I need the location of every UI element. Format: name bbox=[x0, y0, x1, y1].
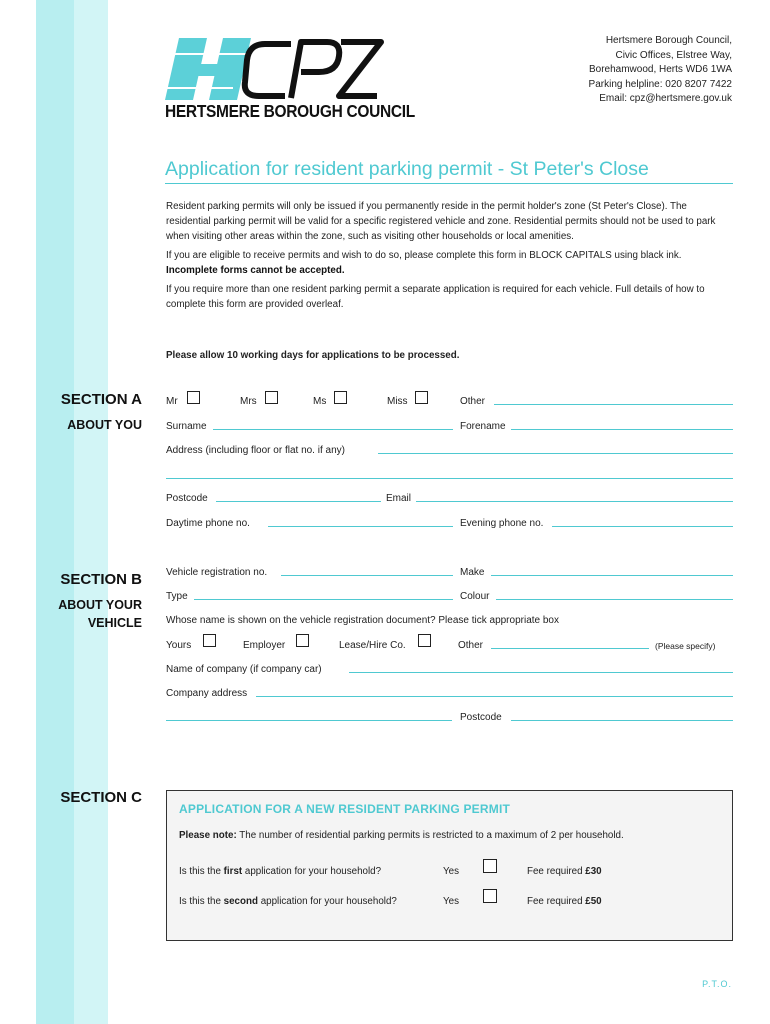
owner-employer-checkbox[interactable] bbox=[296, 634, 309, 647]
first-yes-label: Yes bbox=[443, 866, 459, 877]
company-postcode-label: Postcode bbox=[460, 712, 502, 723]
new-permit-panel bbox=[166, 790, 733, 941]
company-address-field-line-1[interactable] bbox=[256, 696, 733, 697]
company-postcode-field[interactable] bbox=[511, 720, 733, 721]
title-ms-label: Ms bbox=[313, 396, 327, 407]
make-label: Make bbox=[460, 567, 485, 578]
please-specify-hint: (Please specify) bbox=[655, 641, 716, 651]
company-address-label: Company address bbox=[166, 688, 248, 699]
surname-field[interactable] bbox=[213, 429, 453, 430]
title-mrs-checkbox[interactable] bbox=[265, 391, 278, 404]
type-label: Type bbox=[166, 591, 188, 602]
q1-prefix: Is this the bbox=[179, 866, 224, 877]
please-note-label: Please note: bbox=[179, 830, 237, 841]
q2-prefix: Is this the bbox=[179, 896, 224, 907]
type-field[interactable] bbox=[194, 599, 453, 600]
second-fee-amount: £50 bbox=[585, 896, 602, 907]
q1-emphasis: first bbox=[223, 866, 243, 877]
make-field[interactable] bbox=[491, 575, 733, 576]
parking-helpline: Parking helpline: 020 8207 7422 bbox=[588, 78, 732, 90]
address-field-line-2[interactable] bbox=[166, 478, 733, 479]
postcode-field[interactable] bbox=[216, 501, 381, 502]
title-underline bbox=[165, 183, 733, 184]
title-miss-checkbox[interactable] bbox=[415, 391, 428, 404]
colour-field[interactable] bbox=[496, 599, 733, 600]
title-other-label: Other bbox=[460, 396, 486, 407]
pto-label: P.T.O. bbox=[702, 979, 732, 989]
contact-email: Email: cpz@hertsmere.gov.uk bbox=[599, 93, 732, 104]
section-b-title: SECTION B bbox=[60, 571, 142, 588]
forename-field[interactable] bbox=[511, 429, 733, 430]
title-mrs-label: Mrs bbox=[240, 396, 257, 407]
address-line-3: Borehamwood, Herts WD6 1WA bbox=[588, 64, 732, 75]
q2-suffix: application for your household? bbox=[257, 896, 397, 907]
company-name-label: Name of company (if company car) bbox=[166, 664, 322, 675]
evening-phone-field[interactable] bbox=[552, 526, 733, 527]
intro-paragraph-1: Resident parking permits will only be issued if you permanently reside in the permit holder's zone (St Peter's Close). The residential parking permit will be valid for a specific registered vehicle and zone. Residential permits should not be used to park when visiting other areas within the zone, such as visiting other households or local amenities. bbox=[166, 201, 716, 242]
owner-employer-label: Employer bbox=[243, 640, 286, 651]
address-label: Address (including floor or flat no. if any) bbox=[166, 445, 345, 456]
surname-label: Surname bbox=[166, 421, 207, 432]
title-miss-label: Miss bbox=[387, 396, 408, 407]
q1-suffix: application for your household? bbox=[242, 866, 382, 877]
owner-lease-hire-label: Lease/Hire Co. bbox=[339, 640, 406, 651]
permit-limit-note bbox=[179, 830, 624, 841]
title-mr-label: Mr bbox=[166, 396, 178, 407]
first-application-question bbox=[179, 866, 381, 877]
second-application-checkbox[interactable] bbox=[483, 889, 497, 903]
second-fee-label: Fee required bbox=[527, 896, 586, 907]
intro-block-capitals-text: If you are eligible to receive permits and wish to do so, please complete this form in BLOCK CAPITALS using black ink. bbox=[166, 250, 682, 261]
council-address bbox=[589, 34, 732, 107]
form-title: Application for resident parking permit - St Peter's Close bbox=[165, 158, 649, 180]
owner-other-label: Other bbox=[458, 640, 484, 651]
section-b-subtitle-line-1: ABOUT YOUR bbox=[58, 598, 142, 612]
second-yes-label: Yes bbox=[443, 896, 459, 907]
colour-label: Colour bbox=[460, 591, 490, 602]
page-margin bbox=[0, 0, 36, 1024]
evening-phone-label: Evening phone no. bbox=[460, 518, 544, 529]
incomplete-forms-warning: Incomplete forms cannot be accepted. bbox=[166, 265, 345, 276]
owner-other-field[interactable] bbox=[491, 648, 649, 649]
daytime-phone-field[interactable] bbox=[268, 526, 453, 527]
intro-paragraph-2 bbox=[166, 248, 734, 278]
section-a-title: SECTION A bbox=[60, 391, 142, 408]
section-b-subtitle bbox=[58, 596, 142, 632]
hcpz-logo-mark bbox=[163, 34, 388, 104]
forename-label: Forename bbox=[460, 421, 506, 432]
owner-yours-label: Yours bbox=[166, 640, 192, 651]
owner-yours-checkbox[interactable] bbox=[203, 634, 216, 647]
decorative-stripe-light bbox=[74, 0, 108, 1024]
email-label: Email bbox=[386, 493, 412, 504]
second-application-question bbox=[179, 896, 397, 907]
section-b-subtitle-line-2: VEHICLE bbox=[87, 616, 142, 630]
first-fee-label: Fee required bbox=[527, 866, 586, 877]
decorative-stripe-dark bbox=[36, 0, 74, 1024]
company-name-field[interactable] bbox=[349, 672, 733, 673]
please-note-text: The number of residential parking permits is restricted to a maximum of 2 per household. bbox=[239, 830, 624, 841]
company-address-field-line-2[interactable] bbox=[166, 720, 452, 721]
new-permit-heading: APPLICATION FOR A NEW RESIDENT PARKING PERMIT bbox=[179, 802, 511, 816]
first-fee bbox=[527, 866, 602, 877]
second-fee bbox=[527, 896, 602, 907]
q2-emphasis: second bbox=[223, 896, 258, 907]
postcode-label: Postcode bbox=[166, 493, 208, 504]
intro-paragraph-3: If you require more than one resident parking permit a separate application is required for each vehicle. Full details of how to complete this form are provided overleaf. bbox=[166, 284, 705, 310]
title-ms-checkbox[interactable] bbox=[334, 391, 347, 404]
owner-lease-hire-checkbox[interactable] bbox=[418, 634, 431, 647]
address-field-line-1[interactable] bbox=[378, 453, 733, 454]
section-a-subtitle: ABOUT YOU bbox=[67, 418, 142, 432]
vehicle-reg-label: Vehicle registration no. bbox=[166, 567, 268, 578]
daytime-phone-label: Daytime phone no. bbox=[166, 518, 250, 529]
address-line-1: Hertsmere Borough Council, bbox=[605, 35, 732, 46]
title-other-field[interactable] bbox=[494, 404, 733, 405]
processing-notice: Please allow 10 working days for applications to be processed. bbox=[166, 350, 460, 361]
first-fee-amount: £30 bbox=[585, 866, 602, 877]
first-application-checkbox[interactable] bbox=[483, 859, 497, 873]
title-mr-checkbox[interactable] bbox=[187, 391, 200, 404]
hcpz-logo bbox=[163, 34, 415, 126]
vehicle-reg-field[interactable] bbox=[281, 575, 453, 576]
section-c-title: SECTION C bbox=[60, 789, 142, 806]
registration-owner-question: Whose name is shown on the vehicle registration document? Please tick appropriate box bbox=[166, 615, 559, 626]
council-name: HERTSMERE BOROUGH COUNCIL bbox=[165, 102, 415, 122]
address-line-2: Civic Offices, Elstree Way, bbox=[615, 49, 732, 61]
email-field[interactable] bbox=[416, 501, 733, 502]
